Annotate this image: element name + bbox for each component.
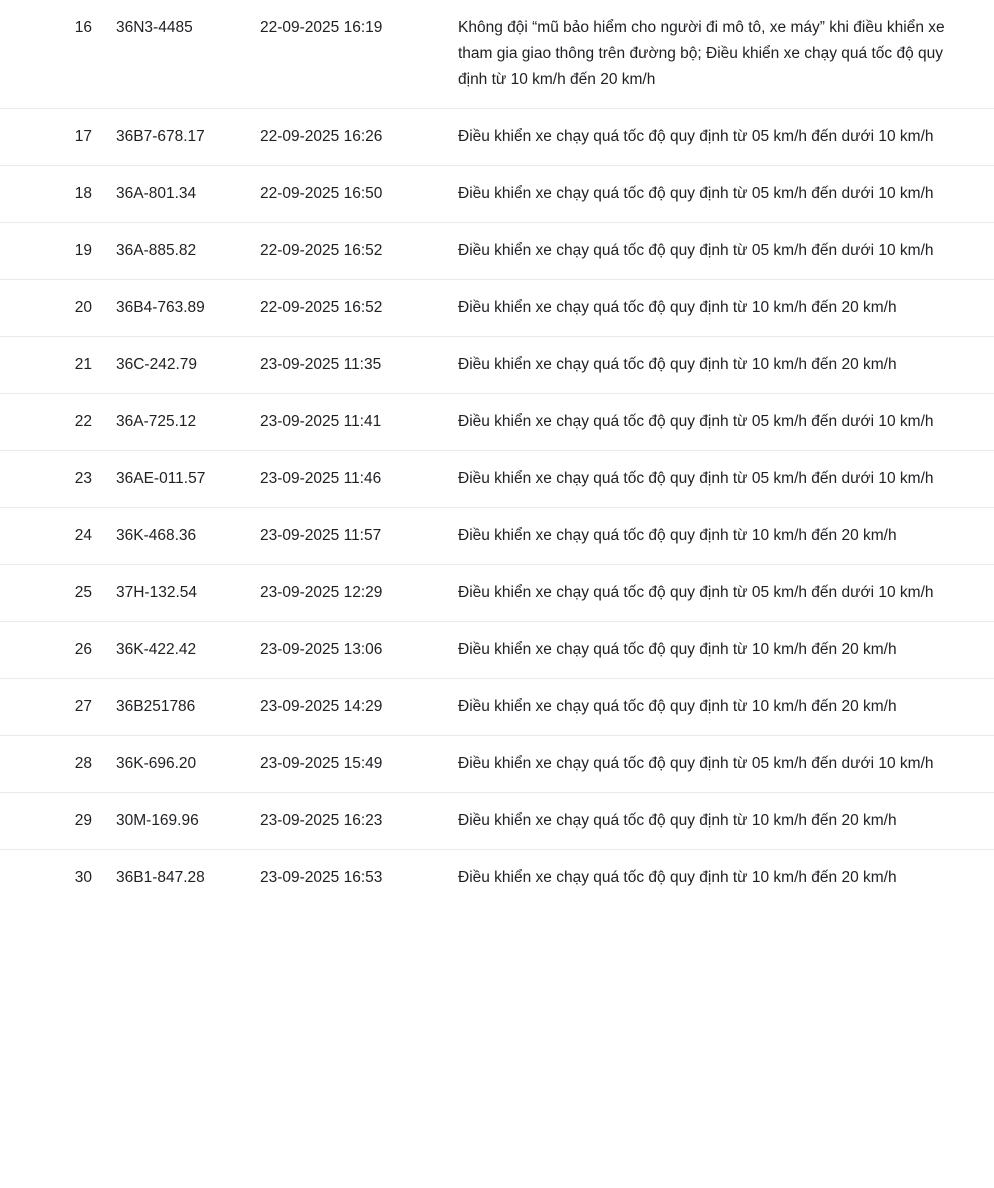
cell-index: 18 [74, 185, 92, 202]
cell-index: 20 [74, 299, 92, 316]
table-row [0, 166, 994, 223]
cell-violation-time: 23-09-2025 11:35 [260, 356, 382, 373]
cell-violation-description: Điều khiển xe chạy quá tốc độ quy định từ 05 km/h đến dưới 10 km/h [458, 185, 934, 202]
table-row [0, 109, 994, 166]
cell-index: 24 [74, 527, 92, 544]
cell-index: 29 [74, 812, 92, 829]
table-row [0, 508, 994, 565]
cell-plate-number: 36K-696.20 [116, 755, 197, 772]
cell-violation-time: 23-09-2025 11:57 [260, 527, 382, 544]
cell-index: 27 [74, 698, 92, 715]
cell-violation-time: 22-09-2025 16:52 [260, 299, 383, 316]
table-row [0, 622, 994, 679]
cell-violation-time: 22-09-2025 16:19 [260, 19, 383, 36]
cell-index: 19 [74, 242, 92, 259]
cell-plate-number: 36K-422.42 [116, 641, 197, 658]
cell-violation-time: 23-09-2025 11:46 [260, 470, 382, 487]
cell-violation-description: Không đội “mũ bảo hiểm cho người đi mô tô, xe máy” khi điều khiển xe tham gia giao thông trên đường bộ; Điều khiển xe chạy quá tốc độ quy định từ 10 km/h đến 20 km/h [458, 19, 945, 88]
table-row [0, 565, 994, 622]
table-row [0, 280, 994, 337]
table-row [0, 337, 994, 394]
cell-violation-time: 22-09-2025 16:52 [260, 242, 383, 259]
cell-index: 28 [74, 755, 92, 772]
cell-plate-number: 36AE-011.57 [116, 470, 206, 487]
cell-violation-description: Điều khiển xe chạy quá tốc độ quy định từ 10 km/h đến 20 km/h [458, 641, 897, 658]
table-row [0, 679, 994, 736]
cell-index: 30 [74, 869, 92, 886]
cell-violation-description: Điều khiển xe chạy quá tốc độ quy định từ 10 km/h đến 20 km/h [458, 812, 897, 829]
table-row [0, 223, 994, 280]
cell-violation-description: Điều khiển xe chạy quá tốc độ quy định từ 05 km/h đến dưới 10 km/h [458, 242, 934, 259]
cell-index: 22 [74, 413, 92, 430]
cell-violation-description: Điều khiển xe chạy quá tốc độ quy định từ 10 km/h đến 20 km/h [458, 698, 897, 715]
cell-violation-description: Điều khiển xe chạy quá tốc độ quy định từ 05 km/h đến dưới 10 km/h [458, 470, 934, 487]
cell-violation-time: 23-09-2025 15:49 [260, 755, 383, 772]
cell-plate-number: 36A-885.82 [116, 242, 197, 259]
cell-violation-description: Điều khiển xe chạy quá tốc độ quy định từ 10 km/h đến 20 km/h [458, 527, 897, 544]
cell-plate-number: 36A-725.12 [116, 413, 197, 430]
table-row [0, 736, 994, 793]
cell-violation-time: 23-09-2025 16:53 [260, 869, 383, 886]
cell-violation-description: Điều khiển xe chạy quá tốc độ quy định từ 05 km/h đến dưới 10 km/h [458, 128, 934, 145]
cell-violation-time: 22-09-2025 16:26 [260, 128, 383, 145]
cell-plate-number: 36N3-4485 [116, 19, 193, 36]
cell-violation-description: Điều khiển xe chạy quá tốc độ quy định từ 10 km/h đến 20 km/h [458, 356, 897, 373]
cell-index: 26 [74, 641, 92, 658]
cell-plate-number: 36B251786 [116, 698, 196, 715]
cell-violation-description: Điều khiển xe chạy quá tốc độ quy định từ 05 km/h đến dưới 10 km/h [458, 584, 934, 601]
cell-violation-time: 23-09-2025 11:41 [260, 413, 382, 430]
cell-plate-number: 36B1-847.28 [116, 869, 205, 886]
cell-index: 17 [74, 128, 92, 145]
cell-plate-number: 36K-468.36 [116, 527, 197, 544]
cell-index: 21 [74, 356, 92, 373]
cell-violation-time: 23-09-2025 16:23 [260, 812, 383, 829]
table-row [0, 0, 994, 109]
cell-plate-number: 36A-801.34 [116, 185, 197, 202]
cell-violation-description: Điều khiển xe chạy quá tốc độ quy định từ 05 km/h đến dưới 10 km/h [458, 413, 934, 430]
table-row [0, 394, 994, 451]
table-row [0, 850, 994, 907]
cell-violation-time: 22-09-2025 16:50 [260, 185, 383, 202]
cell-violation-description: Điều khiển xe chạy quá tốc độ quy định từ 10 km/h đến 20 km/h [458, 869, 897, 886]
cell-plate-number: 36C-242.79 [116, 356, 198, 373]
cell-violation-time: 23-09-2025 14:29 [260, 698, 383, 715]
table-row [0, 793, 994, 850]
cell-violation-time: 23-09-2025 13:06 [260, 641, 383, 658]
cell-plate-number: 36B4-763.89 [116, 299, 205, 316]
cell-index: 23 [74, 470, 92, 487]
cell-plate-number: 36B7-678.17 [116, 128, 205, 145]
cell-violation-description: Điều khiển xe chạy quá tốc độ quy định từ 05 km/h đến dưới 10 km/h [458, 755, 934, 772]
cell-violation-description: Điều khiển xe chạy quá tốc độ quy định từ 10 km/h đến 20 km/h [458, 299, 897, 316]
cell-violation-time: 23-09-2025 12:29 [260, 584, 383, 601]
cell-plate-number: 30M-169.96 [116, 812, 199, 829]
cell-index: 16 [74, 19, 92, 36]
cell-index: 25 [74, 584, 92, 601]
cell-plate-number: 37H-132.54 [116, 584, 198, 601]
table-row [0, 451, 994, 508]
